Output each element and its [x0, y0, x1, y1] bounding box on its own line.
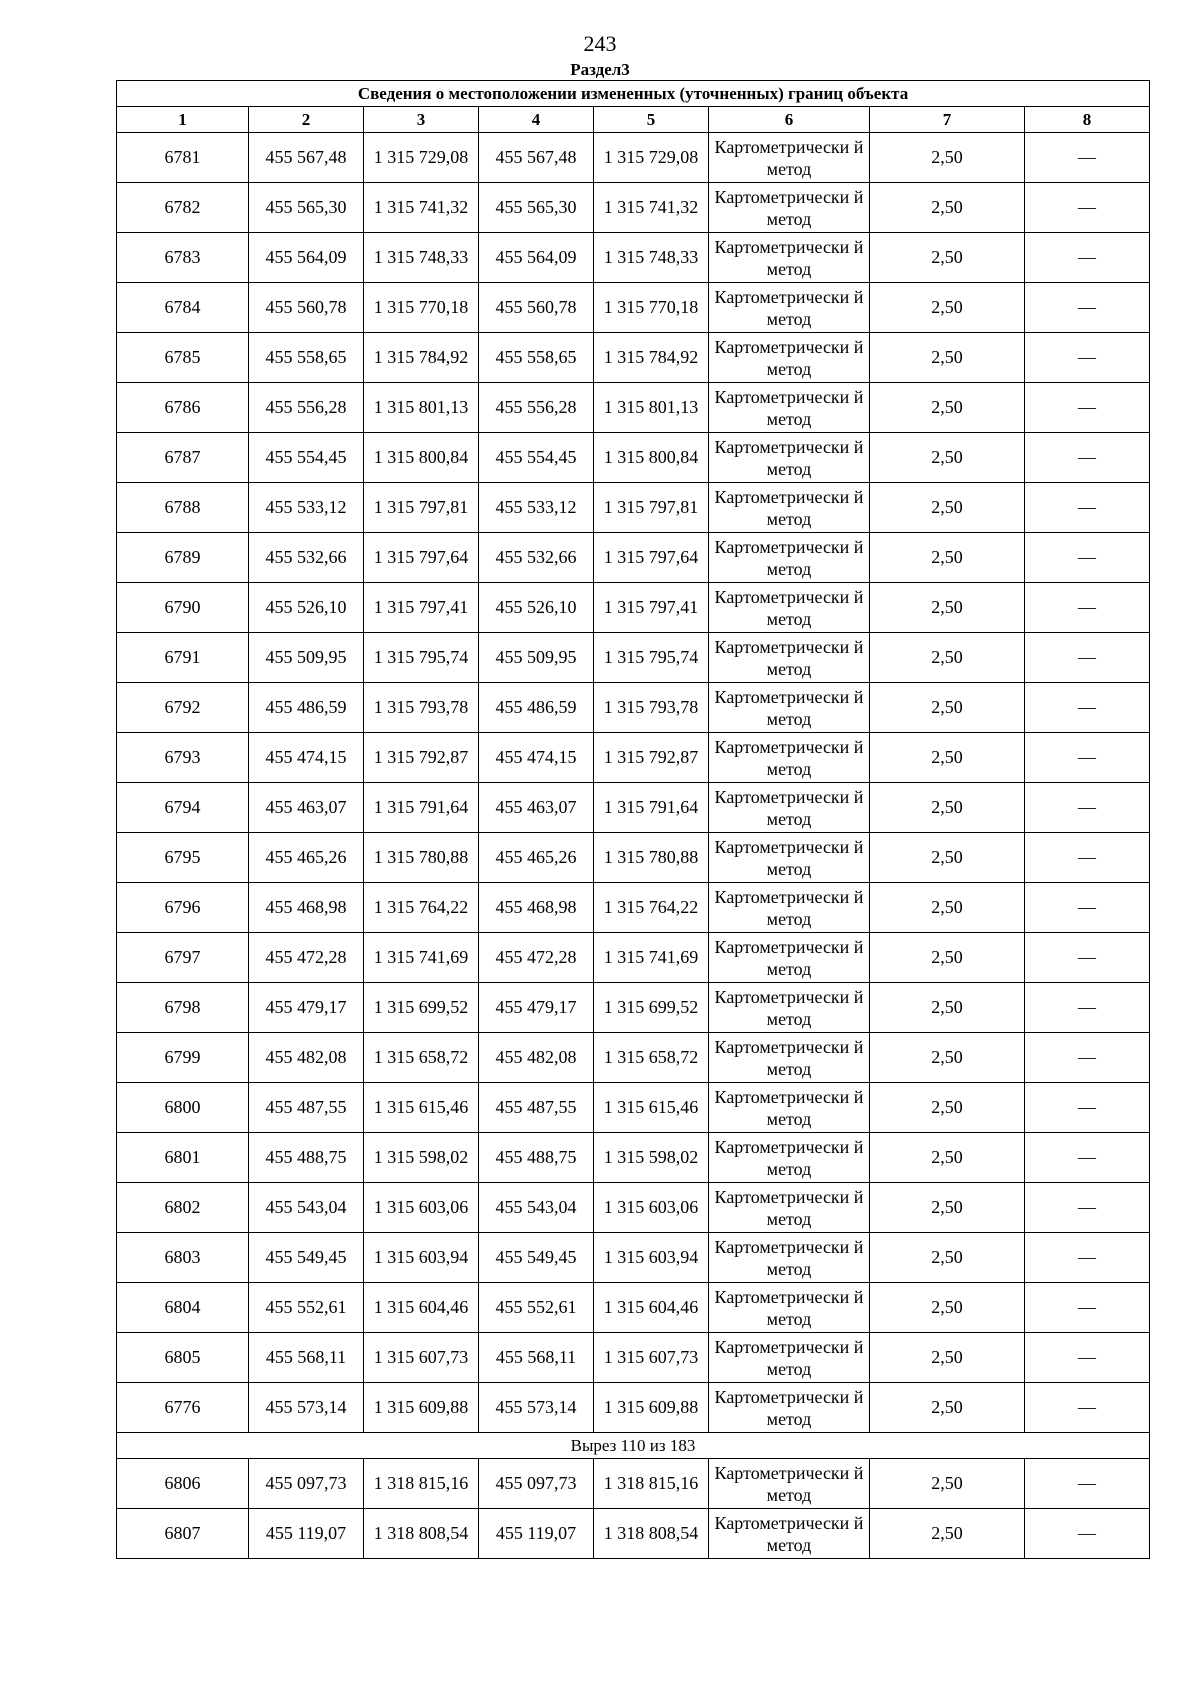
point-number-cell: 6786 — [117, 383, 249, 433]
y-old-cell: 1 315 748,33 — [364, 233, 479, 283]
x-old-cell: 455 549,45 — [249, 1233, 364, 1283]
group-note-row — [117, 1433, 1150, 1459]
method-cell: Картометрически й метод — [709, 733, 870, 783]
y-new-cell: 1 315 607,73 — [594, 1333, 709, 1383]
method-cell: Картометрически й метод — [709, 233, 870, 283]
y-old-cell: 1 315 609,88 — [364, 1383, 479, 1433]
column-header: 6 — [709, 107, 870, 133]
method-cell: Картометрически й метод — [709, 883, 870, 933]
accuracy-cell: 2,50 — [870, 883, 1025, 933]
page-number: 243 — [583, 31, 617, 56]
point-number-cell: 6803 — [117, 1233, 249, 1283]
x-new-cell: 455 486,59 — [479, 683, 594, 733]
x-old-cell: 455 472,28 — [249, 933, 364, 983]
point-number-cell: 6807 — [117, 1509, 249, 1559]
accuracy-cell: 2,50 — [870, 483, 1025, 533]
accuracy-cell: 2,50 — [870, 233, 1025, 283]
description-cell: — — [1025, 433, 1150, 483]
point-number-cell: 6798 — [117, 983, 249, 1033]
point-number-cell: 6782 — [117, 183, 249, 233]
y-old-cell: 1 315 792,87 — [364, 733, 479, 783]
accuracy-cell: 2,50 — [870, 683, 1025, 733]
description-cell: — — [1025, 483, 1150, 533]
accuracy-cell: 2,50 — [870, 283, 1025, 333]
y-new-cell: 1 315 800,84 — [594, 433, 709, 483]
description-cell: — — [1025, 783, 1150, 833]
description-cell: — — [1025, 1459, 1150, 1509]
y-old-cell: 1 315 615,46 — [364, 1083, 479, 1133]
x-old-cell: 455 468,98 — [249, 883, 364, 933]
description-cell: — — [1025, 183, 1150, 233]
y-new-cell: 1 315 795,74 — [594, 633, 709, 683]
description-cell: — — [1025, 1333, 1150, 1383]
y-new-cell: 1 318 815,16 — [594, 1459, 709, 1509]
y-old-cell: 1 315 797,81 — [364, 483, 479, 533]
point-number-cell: 6802 — [117, 1183, 249, 1233]
column-header: 3 — [364, 107, 479, 133]
column-header: 5 — [594, 107, 709, 133]
table-row — [117, 733, 1150, 783]
x-old-cell: 455 573,14 — [249, 1383, 364, 1433]
accuracy-cell: 2,50 — [870, 133, 1025, 183]
x-new-cell: 455 573,14 — [479, 1383, 594, 1433]
table-row — [117, 483, 1150, 533]
y-new-cell: 1 315 598,02 — [594, 1133, 709, 1183]
point-number-cell: 6789 — [117, 533, 249, 583]
table-row — [117, 333, 1150, 383]
y-old-cell: 1 315 741,69 — [364, 933, 479, 983]
accuracy-cell: 2,50 — [870, 583, 1025, 633]
x-new-cell: 455 119,07 — [479, 1509, 594, 1559]
point-number-cell: 6785 — [117, 333, 249, 383]
x-new-cell: 455 474,15 — [479, 733, 594, 783]
table-row — [117, 983, 1150, 1033]
table-body — [117, 133, 1150, 1559]
x-old-cell: 455 556,28 — [249, 383, 364, 433]
table-row — [117, 1333, 1150, 1383]
x-old-cell: 455 558,65 — [249, 333, 364, 383]
y-old-cell: 1 315 603,94 — [364, 1233, 479, 1283]
table-row — [117, 1083, 1150, 1133]
x-old-cell: 455 482,08 — [249, 1033, 364, 1083]
x-old-cell: 455 479,17 — [249, 983, 364, 1033]
method-cell: Картометрически й метод — [709, 183, 870, 233]
method-cell: Картометрически й метод — [709, 483, 870, 533]
y-new-cell: 1 315 801,13 — [594, 383, 709, 433]
y-new-cell: 1 315 793,78 — [594, 683, 709, 733]
column-header: 8 — [1025, 107, 1150, 133]
column-header: 7 — [870, 107, 1025, 133]
group-note: Вырез 110 из 183 — [117, 1433, 1150, 1459]
table-row — [117, 433, 1150, 483]
x-old-cell: 455 560,78 — [249, 283, 364, 333]
accuracy-cell: 2,50 — [870, 783, 1025, 833]
y-new-cell: 1 315 764,22 — [594, 883, 709, 933]
point-number-cell: 6791 — [117, 633, 249, 683]
y-new-cell: 1 315 791,64 — [594, 783, 709, 833]
method-cell: Картометрически й метод — [709, 383, 870, 433]
y-old-cell: 1 318 808,54 — [364, 1509, 479, 1559]
y-old-cell: 1 315 729,08 — [364, 133, 479, 183]
x-new-cell: 455 479,17 — [479, 983, 594, 1033]
table-row — [117, 183, 1150, 233]
x-old-cell: 455 119,07 — [249, 1509, 364, 1559]
column-header: 2 — [249, 107, 364, 133]
accuracy-cell: 2,50 — [870, 633, 1025, 683]
method-cell: Картометрически й метод — [709, 1033, 870, 1083]
accuracy-cell: 2,50 — [870, 1233, 1025, 1283]
x-new-cell: 455 487,55 — [479, 1083, 594, 1133]
x-new-cell: 455 097,73 — [479, 1459, 594, 1509]
x-old-cell: 455 487,55 — [249, 1083, 364, 1133]
y-old-cell: 1 315 797,41 — [364, 583, 479, 633]
point-number-cell: 6792 — [117, 683, 249, 733]
method-cell: Картометрически й метод — [709, 583, 870, 633]
x-new-cell: 455 532,66 — [479, 533, 594, 583]
point-number-cell: 6776 — [117, 1383, 249, 1433]
method-cell: Картометрически й метод — [709, 1183, 870, 1233]
y-new-cell: 1 315 784,92 — [594, 333, 709, 383]
x-old-cell: 455 488,75 — [249, 1133, 364, 1183]
table-row — [117, 533, 1150, 583]
point-number-cell: 6793 — [117, 733, 249, 783]
x-old-cell: 455 526,10 — [249, 583, 364, 633]
description-cell: — — [1025, 583, 1150, 633]
x-new-cell: 455 482,08 — [479, 1033, 594, 1083]
method-cell: Картометрически й метод — [709, 433, 870, 483]
description-cell: — — [1025, 1133, 1150, 1183]
column-header: 4 — [479, 107, 594, 133]
x-old-cell: 455 567,48 — [249, 133, 364, 183]
accuracy-cell: 2,50 — [870, 733, 1025, 783]
x-new-cell: 455 556,28 — [479, 383, 594, 433]
y-old-cell: 1 315 604,46 — [364, 1283, 479, 1333]
point-number-cell: 6800 — [117, 1083, 249, 1133]
method-cell: Картометрически й метод — [709, 133, 870, 183]
table-row — [117, 1509, 1150, 1559]
table-row — [117, 1233, 1150, 1283]
x-new-cell: 455 472,28 — [479, 933, 594, 983]
column-header-row — [117, 107, 1150, 133]
table-row — [117, 283, 1150, 333]
y-new-cell: 1 315 603,06 — [594, 1183, 709, 1233]
table-row — [117, 833, 1150, 883]
accuracy-cell: 2,50 — [870, 1183, 1025, 1233]
accuracy-cell: 2,50 — [870, 533, 1025, 583]
description-cell: — — [1025, 1033, 1150, 1083]
description-cell: — — [1025, 1233, 1150, 1283]
y-old-cell: 1 315 793,78 — [364, 683, 479, 733]
y-old-cell: 1 315 780,88 — [364, 833, 479, 883]
y-old-cell: 1 315 770,18 — [364, 283, 479, 333]
y-old-cell: 1 315 797,64 — [364, 533, 479, 583]
y-new-cell: 1 315 797,41 — [594, 583, 709, 633]
point-number-cell: 6783 — [117, 233, 249, 283]
accuracy-cell: 2,50 — [870, 433, 1025, 483]
description-cell: — — [1025, 833, 1150, 883]
description-cell: — — [1025, 533, 1150, 583]
table-row — [117, 583, 1150, 633]
point-number-cell: 6801 — [117, 1133, 249, 1183]
x-new-cell: 455 564,09 — [479, 233, 594, 283]
y-new-cell: 1 315 792,87 — [594, 733, 709, 783]
accuracy-cell: 2,50 — [870, 1133, 1025, 1183]
method-cell: Картометрически й метод — [709, 1459, 870, 1509]
method-cell: Картометрически й метод — [709, 1133, 870, 1183]
point-number-cell: 6784 — [117, 283, 249, 333]
y-old-cell: 1 318 815,16 — [364, 1459, 479, 1509]
table-row — [117, 933, 1150, 983]
column-header: 1 — [117, 107, 249, 133]
description-cell: — — [1025, 333, 1150, 383]
method-cell: Картометрически й метод — [709, 1233, 870, 1283]
x-old-cell: 455 465,26 — [249, 833, 364, 883]
y-old-cell: 1 315 603,06 — [364, 1183, 479, 1233]
x-old-cell: 455 543,04 — [249, 1183, 364, 1233]
x-new-cell: 455 560,78 — [479, 283, 594, 333]
y-old-cell: 1 315 764,22 — [364, 883, 479, 933]
description-cell: — — [1025, 1283, 1150, 1333]
point-number-cell: 6795 — [117, 833, 249, 883]
description-cell: — — [1025, 1183, 1150, 1233]
x-old-cell: 455 552,61 — [249, 1283, 364, 1333]
x-new-cell: 455 463,07 — [479, 783, 594, 833]
description-cell: — — [1025, 1083, 1150, 1133]
y-new-cell: 1 315 741,32 — [594, 183, 709, 233]
accuracy-cell: 2,50 — [870, 833, 1025, 883]
description-cell: — — [1025, 1383, 1150, 1433]
x-new-cell: 455 558,65 — [479, 333, 594, 383]
x-old-cell: 455 568,11 — [249, 1333, 364, 1383]
accuracy-cell: 2,50 — [870, 1383, 1025, 1433]
point-number-cell: 6804 — [117, 1283, 249, 1333]
y-new-cell: 1 315 729,08 — [594, 133, 709, 183]
table-row — [117, 383, 1150, 433]
y-old-cell: 1 315 784,92 — [364, 333, 479, 383]
description-cell: — — [1025, 633, 1150, 683]
description-cell: — — [1025, 733, 1150, 783]
method-cell: Картометрически й метод — [709, 283, 870, 333]
point-number-cell: 6794 — [117, 783, 249, 833]
method-cell: Картометрически й метод — [709, 1383, 870, 1433]
y-new-cell: 1 315 603,94 — [594, 1233, 709, 1283]
table-row — [117, 633, 1150, 683]
accuracy-cell: 2,50 — [870, 183, 1025, 233]
x-new-cell: 455 549,45 — [479, 1233, 594, 1283]
y-old-cell: 1 315 791,64 — [364, 783, 479, 833]
x-old-cell: 455 509,95 — [249, 633, 364, 683]
y-old-cell: 1 315 699,52 — [364, 983, 479, 1033]
x-new-cell: 455 488,75 — [479, 1133, 594, 1183]
y-old-cell: 1 315 800,84 — [364, 433, 479, 483]
method-cell: Картометрически й метод — [709, 1083, 870, 1133]
description-cell: — — [1025, 233, 1150, 283]
method-cell: Картометрически й метод — [709, 533, 870, 583]
accuracy-cell: 2,50 — [870, 1459, 1025, 1509]
x-new-cell: 455 567,48 — [479, 133, 594, 183]
description-cell: — — [1025, 1509, 1150, 1559]
y-new-cell: 1 315 780,88 — [594, 833, 709, 883]
table-row — [117, 1383, 1150, 1433]
x-new-cell: 455 554,45 — [479, 433, 594, 483]
y-new-cell: 1 315 770,18 — [594, 283, 709, 333]
table-row — [117, 883, 1150, 933]
y-new-cell: 1 315 658,72 — [594, 1033, 709, 1083]
point-number-cell: 6799 — [117, 1033, 249, 1083]
x-new-cell: 455 526,10 — [479, 583, 594, 633]
y-new-cell: 1 315 609,88 — [594, 1383, 709, 1433]
point-number-cell: 6788 — [117, 483, 249, 533]
accuracy-cell: 2,50 — [870, 1033, 1025, 1083]
y-old-cell: 1 315 795,74 — [364, 633, 479, 683]
point-number-cell: 6790 — [117, 583, 249, 633]
point-number-cell: 6805 — [117, 1333, 249, 1383]
x-old-cell: 455 474,15 — [249, 733, 364, 783]
point-number-cell: 6797 — [117, 933, 249, 983]
table-row — [117, 1133, 1150, 1183]
table-row — [117, 683, 1150, 733]
method-cell: Картометрически й метод — [709, 983, 870, 1033]
method-cell: Картометрически й метод — [709, 783, 870, 833]
x-old-cell: 455 565,30 — [249, 183, 364, 233]
method-cell: Картометрически й метод — [709, 1509, 870, 1559]
x-old-cell: 455 564,09 — [249, 233, 364, 283]
point-number-cell: 6787 — [117, 433, 249, 483]
x-new-cell: 455 568,11 — [479, 1333, 594, 1383]
method-cell: Картометрически й метод — [709, 683, 870, 733]
x-new-cell: 455 543,04 — [479, 1183, 594, 1233]
accuracy-cell: 2,50 — [870, 983, 1025, 1033]
point-number-cell: 6806 — [117, 1459, 249, 1509]
table-row — [117, 133, 1150, 183]
x-old-cell: 455 533,12 — [249, 483, 364, 533]
y-old-cell: 1 315 607,73 — [364, 1333, 479, 1383]
point-number-cell: 6781 — [117, 133, 249, 183]
method-cell: Картометрически й метод — [709, 1283, 870, 1333]
description-cell: — — [1025, 133, 1150, 183]
point-number-cell: 6796 — [117, 883, 249, 933]
description-cell: — — [1025, 983, 1150, 1033]
x-new-cell: 455 465,26 — [479, 833, 594, 883]
x-new-cell: 455 509,95 — [479, 633, 594, 683]
section-title: Раздел3 — [570, 60, 630, 79]
y-new-cell: 1 315 604,46 — [594, 1283, 709, 1333]
method-cell: Картометрически й метод — [709, 333, 870, 383]
method-cell: Картометрически й метод — [709, 833, 870, 883]
x-new-cell: 455 552,61 — [479, 1283, 594, 1333]
y-new-cell: 1 315 615,46 — [594, 1083, 709, 1133]
x-new-cell: 455 565,30 — [479, 183, 594, 233]
x-old-cell: 455 532,66 — [249, 533, 364, 583]
y-new-cell: 1 315 797,81 — [594, 483, 709, 533]
table-row — [117, 1033, 1150, 1083]
description-cell: — — [1025, 933, 1150, 983]
y-new-cell: 1 315 797,64 — [594, 533, 709, 583]
x-new-cell: 455 533,12 — [479, 483, 594, 533]
method-cell: Картометрически й метод — [709, 933, 870, 983]
accuracy-cell: 2,50 — [870, 383, 1025, 433]
accuracy-cell: 2,50 — [870, 1509, 1025, 1559]
description-cell: — — [1025, 883, 1150, 933]
x-old-cell: 455 097,73 — [249, 1459, 364, 1509]
y-new-cell: 1 315 741,69 — [594, 933, 709, 983]
x-old-cell: 455 463,07 — [249, 783, 364, 833]
method-cell: Картометрически й метод — [709, 1333, 870, 1383]
y-new-cell: 1 318 808,54 — [594, 1509, 709, 1559]
y-new-cell: 1 315 748,33 — [594, 233, 709, 283]
accuracy-cell: 2,50 — [870, 333, 1025, 383]
table-caption: Сведения о местоположении измененных (уточненных) границ объекта — [117, 81, 1150, 107]
description-cell: — — [1025, 383, 1150, 433]
table-caption-row — [117, 81, 1150, 107]
table-row — [117, 1183, 1150, 1233]
accuracy-cell: 2,50 — [870, 1333, 1025, 1383]
method-cell: Картометрически й метод — [709, 633, 870, 683]
y-old-cell: 1 315 741,32 — [364, 183, 479, 233]
table-row — [117, 783, 1150, 833]
table-row — [117, 1459, 1150, 1509]
description-cell: — — [1025, 683, 1150, 733]
accuracy-cell: 2,50 — [870, 1283, 1025, 1333]
x-new-cell: 455 468,98 — [479, 883, 594, 933]
y-new-cell: 1 315 699,52 — [594, 983, 709, 1033]
y-old-cell: 1 315 801,13 — [364, 383, 479, 433]
table-row — [117, 233, 1150, 283]
x-old-cell: 455 486,59 — [249, 683, 364, 733]
x-old-cell: 455 554,45 — [249, 433, 364, 483]
y-old-cell: 1 315 658,72 — [364, 1033, 479, 1083]
y-old-cell: 1 315 598,02 — [364, 1133, 479, 1183]
accuracy-cell: 2,50 — [870, 933, 1025, 983]
accuracy-cell: 2,50 — [870, 1083, 1025, 1133]
description-cell: — — [1025, 283, 1150, 333]
table-row — [117, 1283, 1150, 1333]
boundary-coordinates-table — [116, 80, 1150, 1559]
